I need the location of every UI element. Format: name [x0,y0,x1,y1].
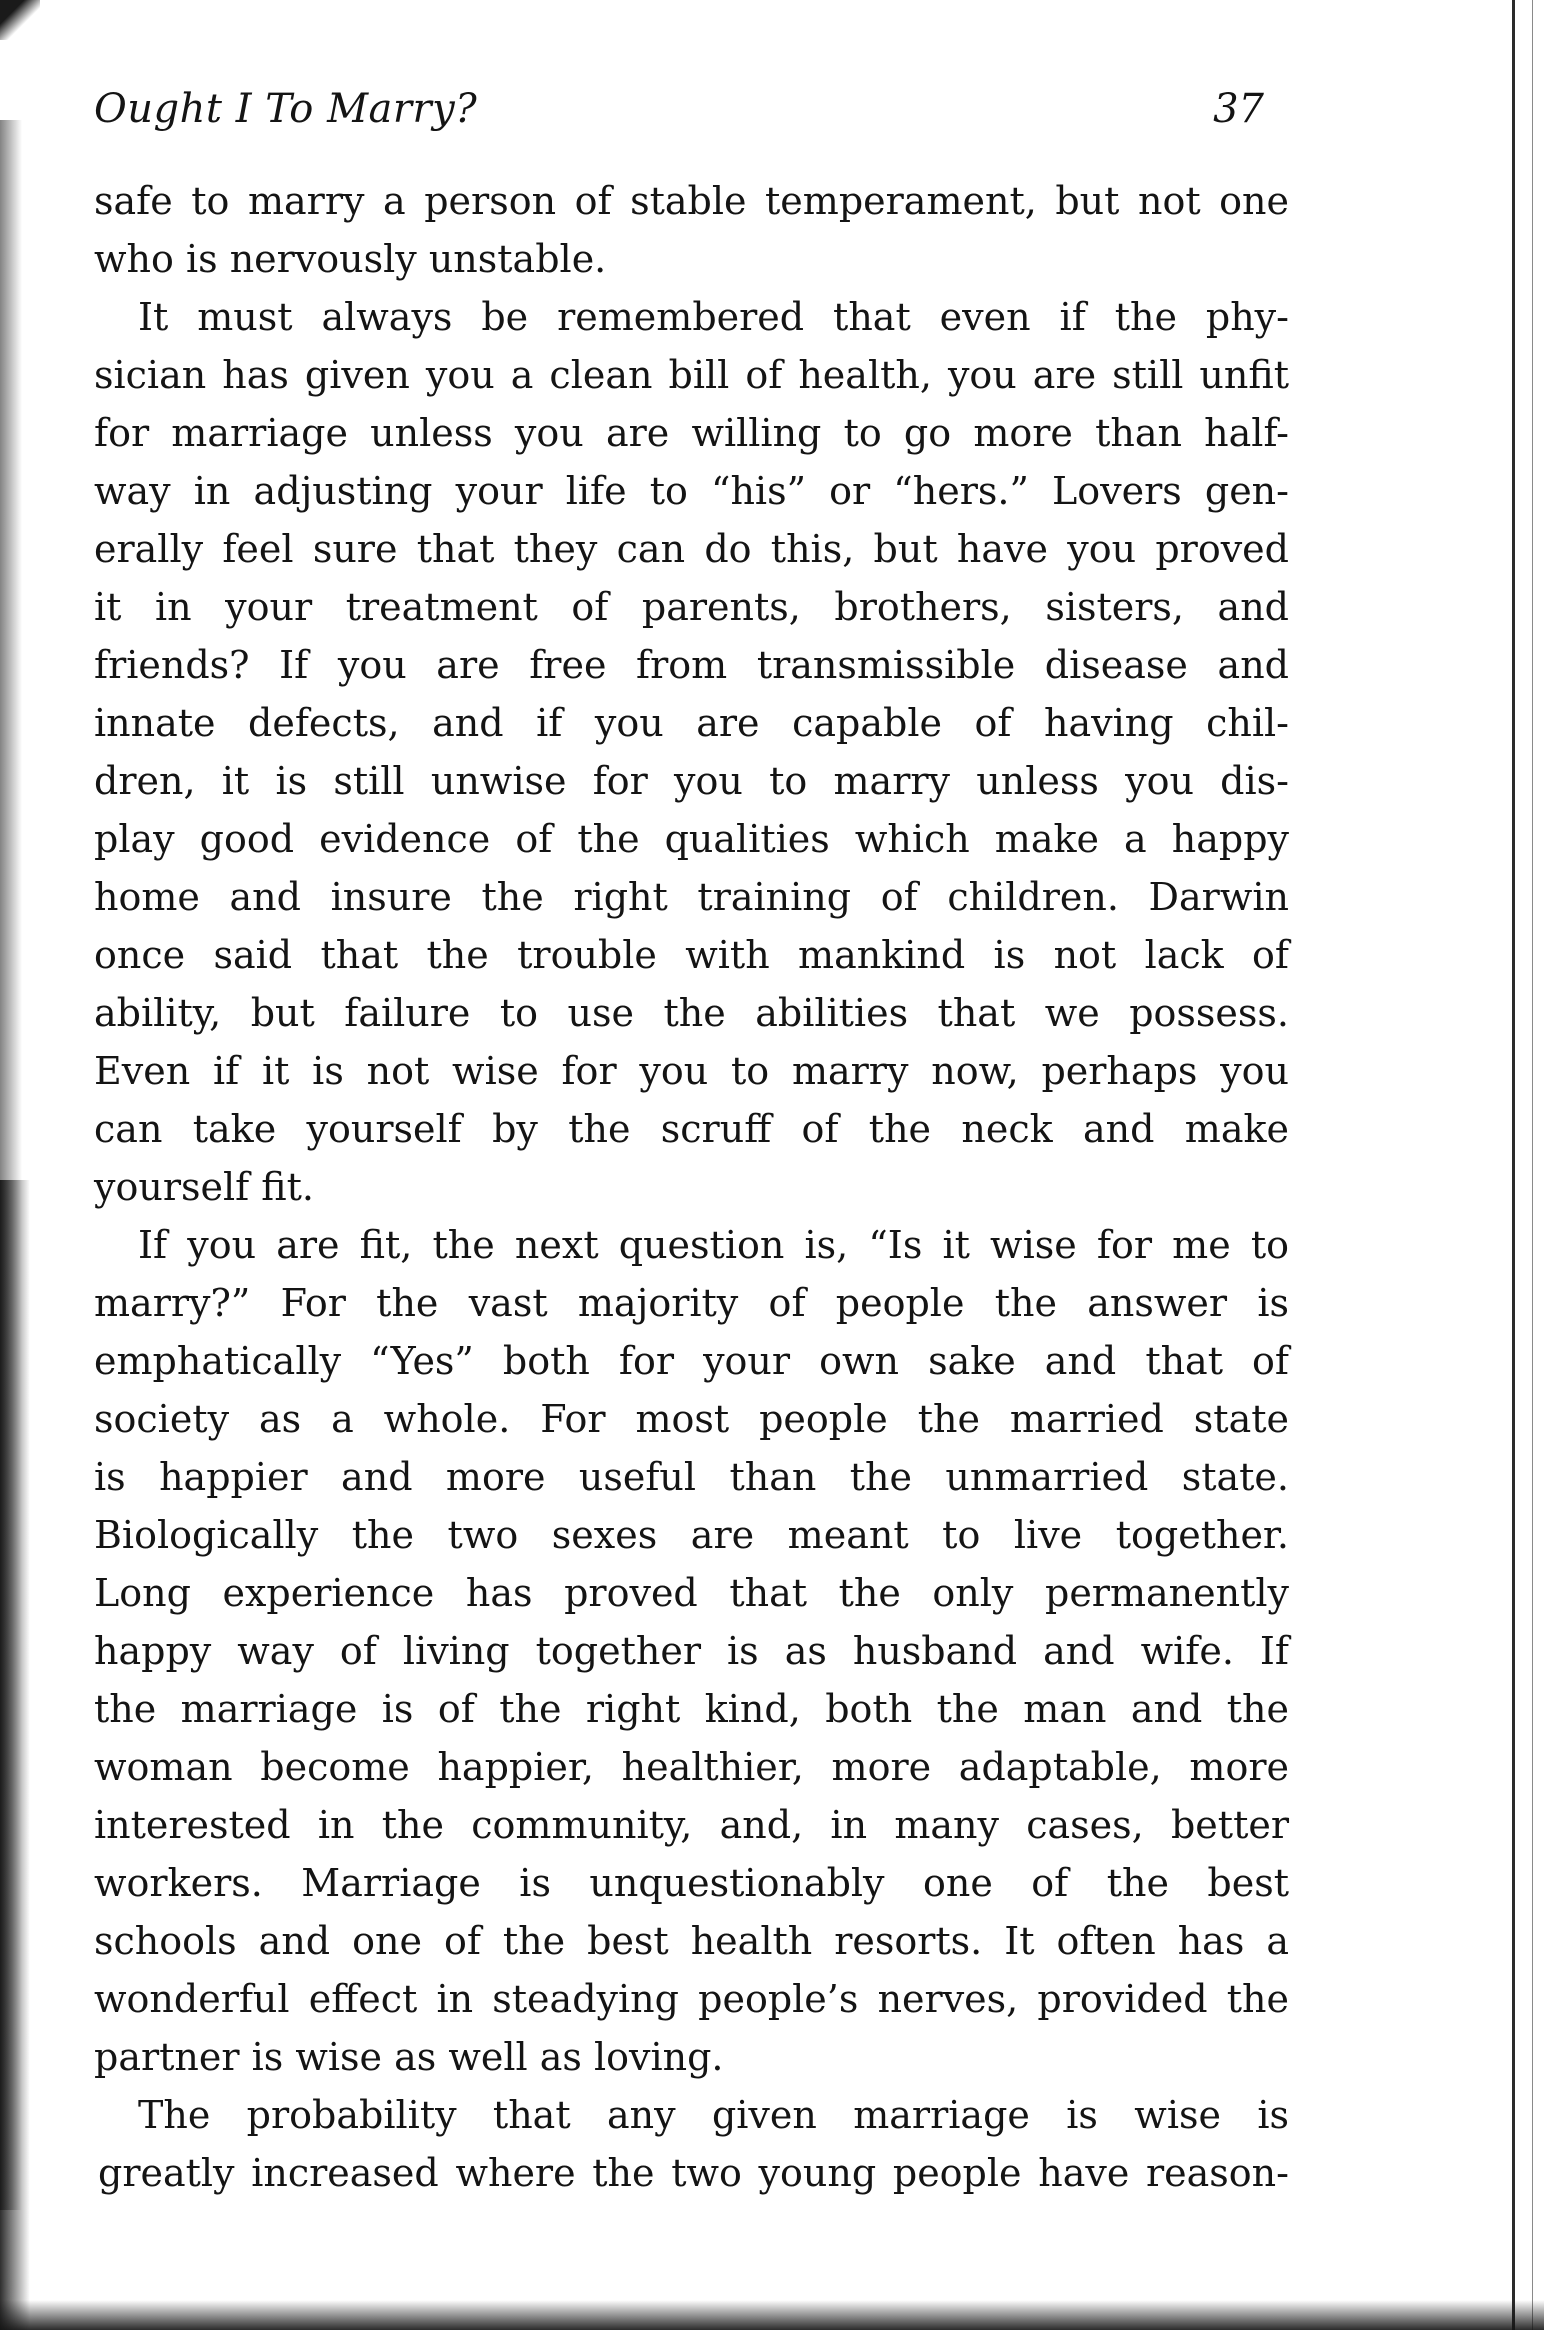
page-edge-right-thin [1532,0,1533,2330]
text-line: play good evidence of the qualities which make a happy [94,817,1289,861]
running-title: Ought I To Marry? [94,86,478,132]
text-line: partner is wise as well as loving. [94,2035,724,2079]
text-line: dren, it is still unwise for you to marry unless you dis- [94,759,1289,803]
running-header [94,86,1264,146]
text-line: emphatically “Yes” both for your own sake and that of [94,1339,1289,1383]
text-line: woman become happier, healthier, more adaptable, more [94,1745,1289,1789]
binding-shadow-lower [0,1180,30,2330]
text-line: it in your treatment of parents, brothers, sisters, and [94,585,1289,629]
page-edge-bottom [0,2300,1544,2330]
text-line: interested in the community, and, in many cases, better [94,1803,1289,1847]
text-line: happy way of living together is as husband and wife. If [94,1629,1289,1673]
text-line: the marriage is of the right kind, both the man and the [94,1687,1289,1731]
text-line: can take yourself by the scruff of the neck and make [94,1107,1289,1151]
text-line: ability, but failure to use the abilities that we possess. [94,991,1289,1035]
text-line: yourself fit. [94,1165,314,1209]
text-line: The probability that any given marriage is wise is [138,2093,1289,2137]
text-line: once said that the trouble with mankind is not lack of [94,933,1289,977]
text-line: marry?” For the vast majority of people the answer is [94,1281,1289,1325]
text-line: for marriage unless you are willing to go more than half- [94,411,1289,455]
text-line: greatly increased where the two young people have reason- [98,2151,1289,2195]
text-line: society as a whole. For most people the married state [94,1397,1289,1441]
body-text [94,172,1289,2202]
page-number: 37 [1213,86,1264,132]
text-line: Long experience has proved that the only permanently [94,1571,1289,1615]
text-line: who is nervously unstable. [94,237,607,281]
text-line: friends? If you are free from transmissible disease and [94,643,1289,687]
text-line: Biologically the two sexes are meant to live together. [94,1513,1289,1557]
text-line: If you are fit, the next question is, “Is it wise for me to [138,1223,1289,1267]
text-line: schools and one of the best health resorts. It often has a [94,1919,1289,1963]
text-line: erally feel sure that they can do this, but have you proved [94,527,1289,571]
text-line: sician has given you a clean bill of health, you are still unfit [94,353,1289,397]
text-line: safe to marry a person of stable temperament, but not one [94,179,1289,223]
text-line: is happier and more useful than the unmarried state. [94,1455,1289,1499]
text-line: wonderful effect in steadying people’s nerves, provided the [94,1977,1289,2021]
text-line: innate defects, and if you are capable of having chil- [94,701,1289,745]
text-line: Even if it is not wise for you to marry now, perhaps you [94,1049,1289,1093]
text-line: home and insure the right training of children. Darwin [94,875,1289,919]
text-line: It must always be remembered that even if the phy- [138,295,1289,339]
scan-corner-shadow [0,0,40,40]
text-line: way in adjusting your life to “his” or “hers.” Lovers gen- [94,469,1289,513]
page-edge-right [1512,0,1515,2330]
text-line: workers. Marriage is unquestionably one of the best [94,1861,1289,1905]
